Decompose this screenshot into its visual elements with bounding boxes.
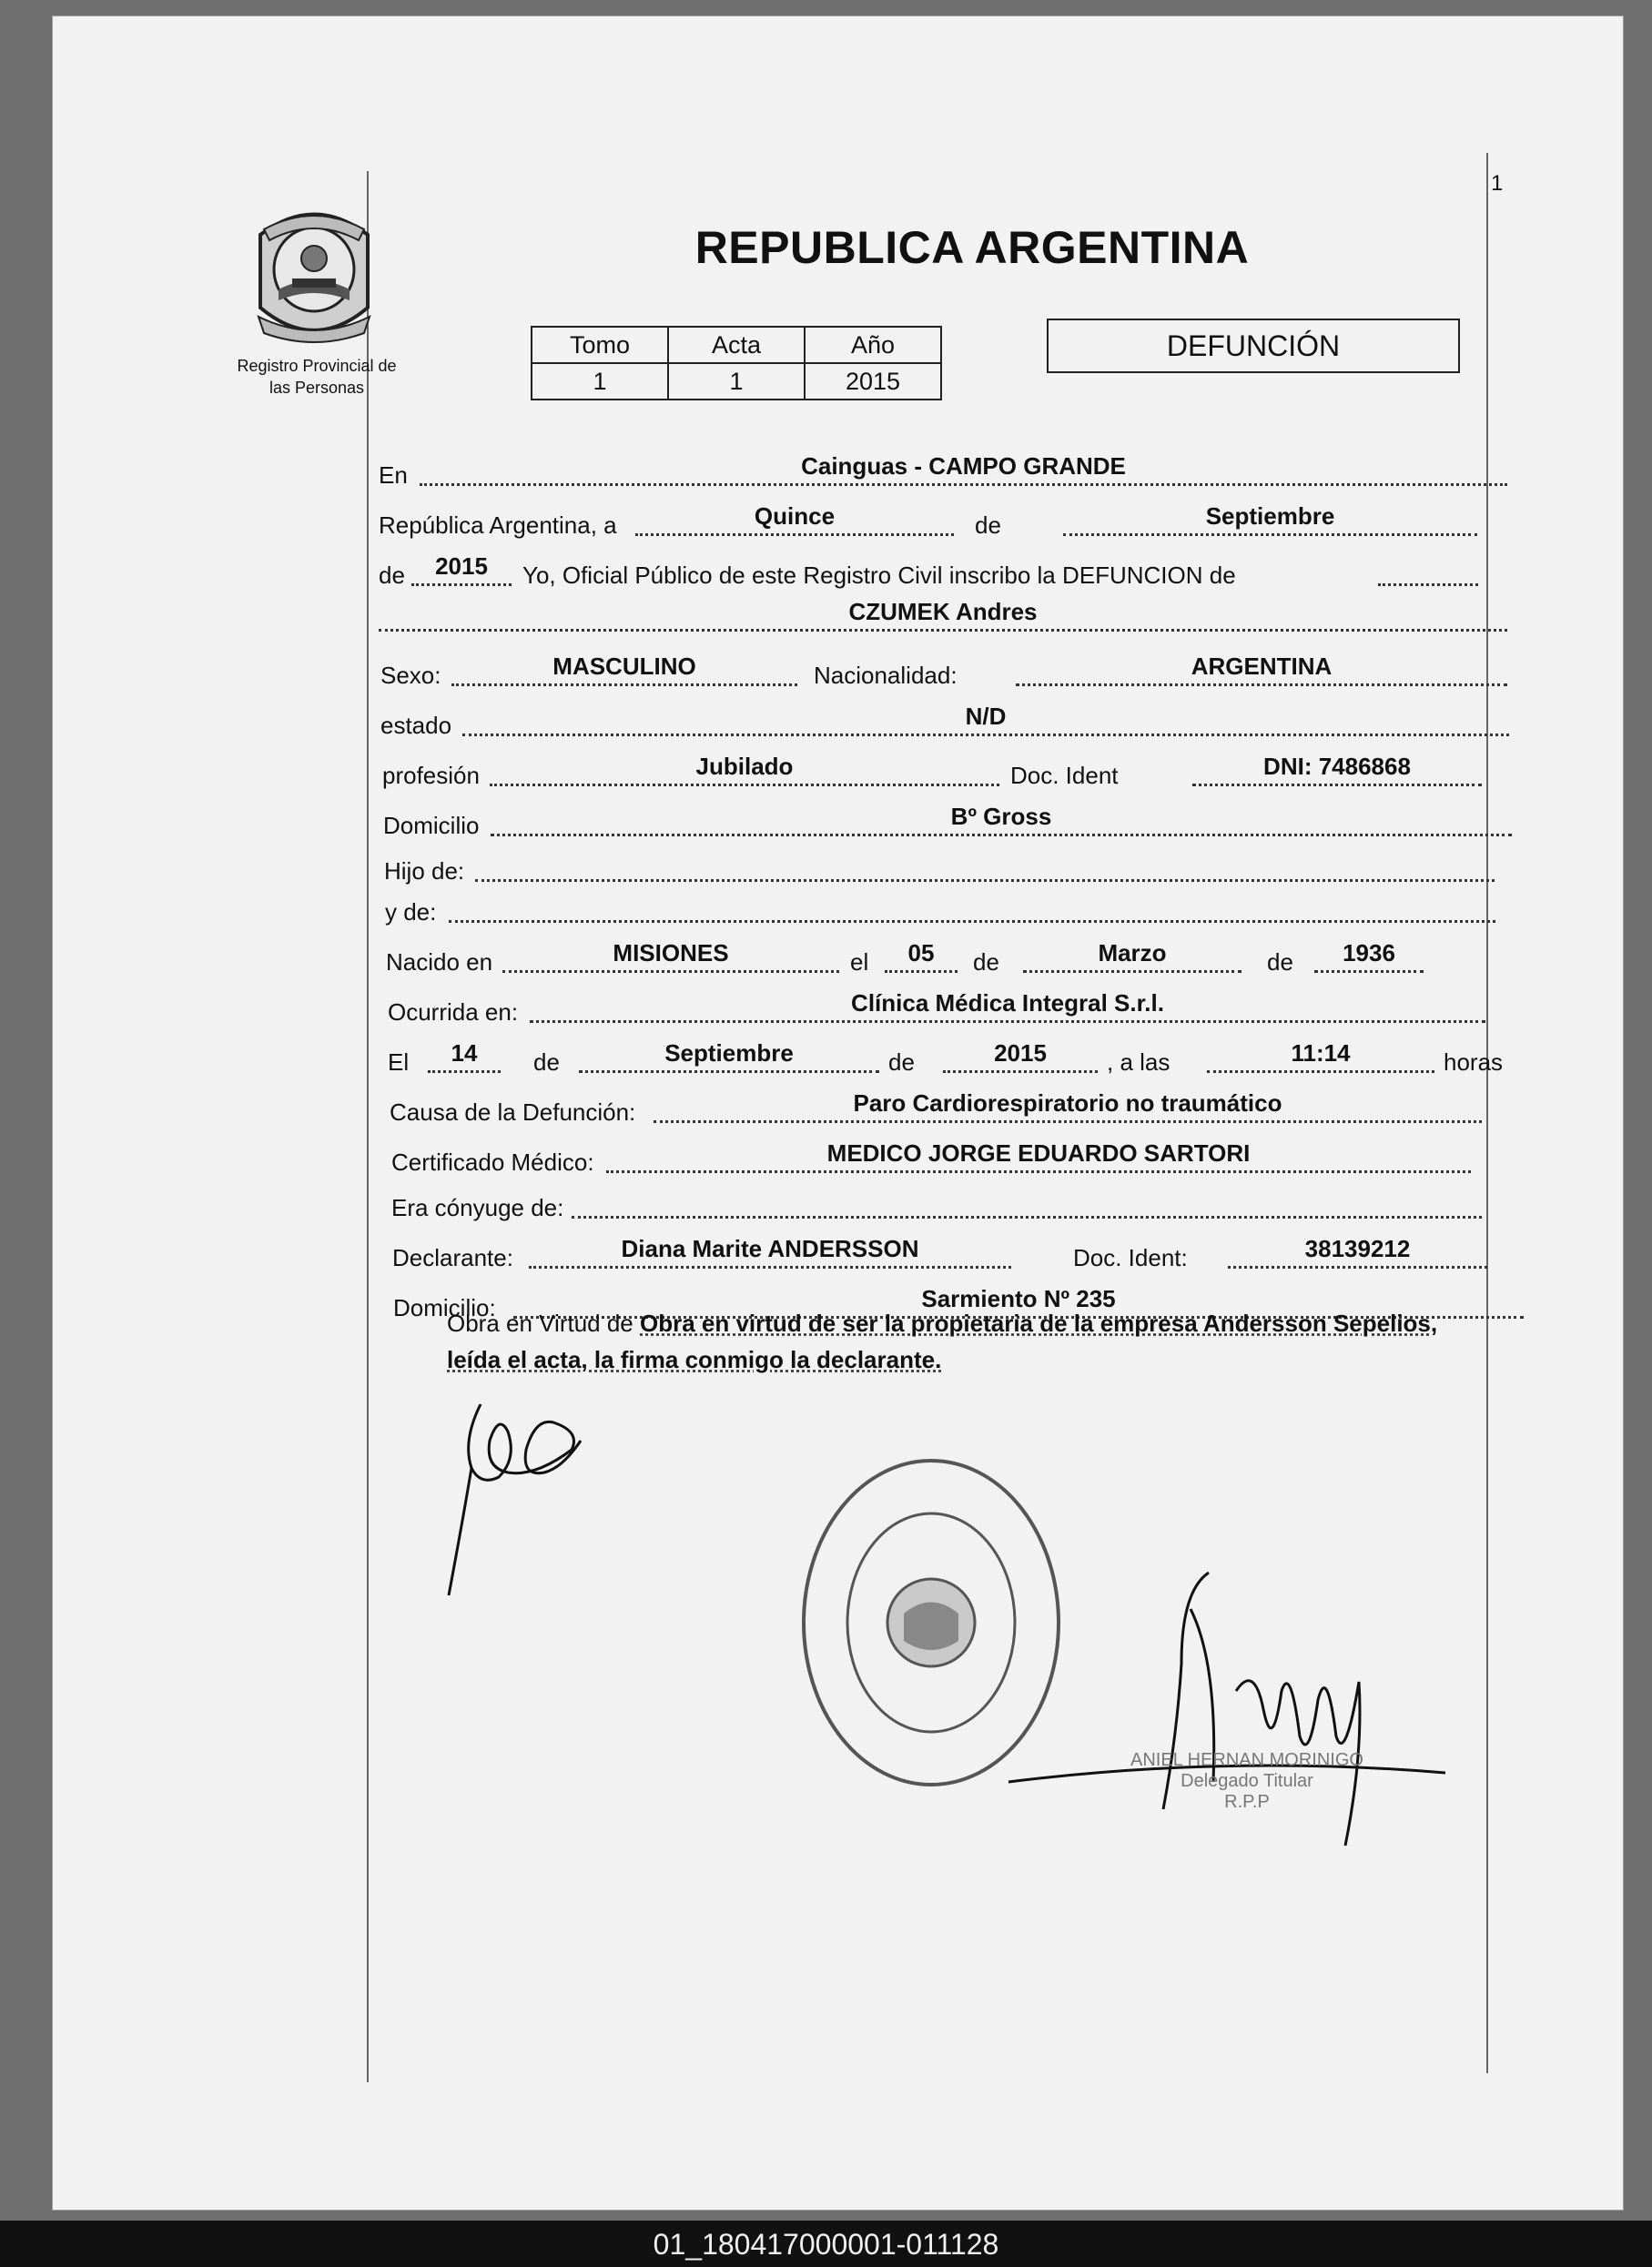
hijo-label: Hijo de: (384, 857, 465, 885)
doc-ident-value: DNI: 7486868 (1263, 753, 1411, 780)
row-conyuge (391, 1177, 1525, 1222)
conyuge-label: Era cónyuge de: (391, 1194, 564, 1221)
death-de2-label: de (888, 1048, 915, 1076)
footer-code: 01_180417000001-011128 (653, 2228, 999, 2261)
provincial-crest-icon (251, 198, 377, 344)
record-type-box: DEFUNCIÓN (1047, 319, 1460, 373)
row-profesion (382, 744, 1515, 790)
closing-statement (447, 1305, 1530, 1378)
estado-field (462, 703, 1509, 736)
estado-label: estado (380, 712, 452, 739)
a-las-label: , a las (1107, 1048, 1171, 1076)
row-domicilio (383, 794, 1516, 840)
en-label: En (379, 461, 408, 489)
domicilio-value: Bº Gross (950, 803, 1052, 830)
de-year-label: de (379, 562, 405, 589)
declarant-signature (444, 1386, 599, 1614)
death-time-value: 11:14 (1291, 1039, 1351, 1067)
death-year-value: 2015 (994, 1039, 1047, 1067)
document-title: REPUBLICA ARGENTINA (694, 222, 1250, 273)
profesion-label: profesión (382, 762, 480, 789)
ocurrida-label: Ocurrida en: (388, 998, 519, 1026)
official-stamp-name: ANIEL HERNAN MORINIGO (1130, 1750, 1363, 1770)
day-words-value: Quince (754, 502, 836, 530)
place-field (420, 452, 1507, 486)
document-page (53, 16, 1623, 2210)
obra-value-line2: leída el acta, la firma conmigo la declarante. (447, 1346, 942, 1373)
official-stamp-office: R.P.P (1224, 1792, 1270, 1812)
year-value: 2015 (435, 552, 488, 580)
nacionalidad-value: ARGENTINA (1191, 653, 1333, 680)
birth-year-field (1314, 939, 1424, 973)
anio-header: Año (805, 327, 941, 363)
official-stamp-title: Delegado Titular (1181, 1771, 1313, 1791)
registry-name-line1: Registro Provincial de (237, 357, 397, 375)
closing-line1 (447, 1305, 1530, 1341)
sexo-label: Sexo: (380, 662, 441, 689)
doc-ident-field (1192, 753, 1482, 786)
birth-month-value: Marzo (1098, 939, 1167, 967)
nacido-field (502, 939, 839, 973)
domicilio-label: Domicilio (383, 812, 480, 839)
profesion-field (490, 753, 999, 786)
conyuge-field (572, 1216, 1482, 1219)
birth-month-field (1023, 939, 1242, 973)
y-de-field (449, 920, 1495, 923)
obra-value-line1: Obra en virtud de ser la propietaria de la empresa Andersson Sepelios, (640, 1310, 1438, 1337)
row-causa (390, 1081, 1523, 1127)
certificado-label: Certificado Médico: (391, 1149, 594, 1176)
de-label: de (975, 511, 1001, 539)
birth-year-value: 1936 (1343, 939, 1395, 967)
ocurrida-value: Clínica Médica Integral S.r.l. (851, 989, 1164, 1017)
acta-header: Acta (668, 327, 805, 363)
domicilio-field (491, 803, 1512, 836)
left-margin-line (367, 171, 369, 2082)
sexo-value: MASCULINO (552, 653, 696, 680)
declarante-label: Declarante: (392, 1244, 513, 1271)
month-field (1063, 502, 1477, 536)
row-certificado (391, 1131, 1525, 1177)
decl-doc-label: Doc. Ident: (1073, 1244, 1188, 1271)
row-date (379, 494, 1512, 540)
birth-day-value: 05 (907, 939, 935, 967)
place-value: Cainguas - CAMPO GRANDE (801, 452, 1126, 480)
row-ocurrida (388, 981, 1521, 1027)
death-time-field (1207, 1039, 1434, 1073)
official-signature (999, 1554, 1454, 1864)
row-en (379, 444, 1512, 490)
row-hijo (384, 840, 1517, 886)
nacido-label: Nacido en (386, 948, 493, 976)
row-declarante (392, 1227, 1525, 1272)
nacionalidad-label: Nacionalidad: (814, 662, 958, 689)
death-year-field (943, 1039, 1098, 1073)
declarante-value: Diana Marite ANDERSSON (621, 1235, 919, 1262)
inscription-text: Yo, Oficial Público de este Registro Civil inscribo la DEFUNCION de (522, 562, 1236, 589)
row-deceased (379, 590, 1512, 635)
tomo-header: Tomo (532, 327, 668, 363)
deceased-name-value: CZUMEK Andres (848, 598, 1038, 625)
ocurrida-field (530, 989, 1485, 1023)
certificado-value: MEDICO JORGE EDUARDO SARTORI (826, 1139, 1251, 1167)
death-month-field (579, 1039, 879, 1073)
causa-label: Causa de la Defunción: (390, 1098, 636, 1126)
birth-de-label: de (973, 948, 999, 976)
official-stamp (1110, 1750, 1383, 1813)
closing-line2 (447, 1341, 1530, 1378)
deceased-name-field (379, 598, 1507, 632)
death-day-field (428, 1039, 501, 1073)
day-words-field (635, 502, 954, 536)
el2-label: El (388, 1048, 410, 1076)
birth-de2-label: de (1267, 948, 1293, 976)
estado-value: N/D (965, 703, 1007, 730)
month-value: Septiembre (1205, 502, 1335, 530)
decl-domicilio-label: Domicilio: (393, 1294, 496, 1321)
sexo-field (451, 653, 797, 686)
y-de-label: y de: (385, 898, 437, 926)
registry-name-line2: las Personas (269, 379, 365, 397)
decl-domicilio-value: Sarmiento Nº 235 (921, 1285, 1116, 1312)
row-sexo (379, 644, 1512, 690)
obra-label: Obra en Virtud de (447, 1310, 633, 1337)
tomo-value: 1 (532, 363, 668, 400)
decl-doc-value: 38139212 (1304, 1235, 1411, 1262)
footer-bar (0, 2221, 1652, 2267)
acta-value: 1 (668, 363, 805, 400)
row-estado (380, 694, 1514, 740)
decl-doc-field (1228, 1235, 1487, 1269)
nacionalidad-field (1016, 653, 1507, 686)
row-nacido (386, 931, 1519, 977)
row-year (379, 544, 1512, 590)
registry-name (212, 355, 421, 399)
causa-value: Paro Cardiorespiratorio no traumático (853, 1089, 1282, 1117)
inscription-blank (1378, 583, 1478, 586)
nacido-value: MISIONES (613, 939, 729, 967)
year-field (411, 552, 512, 586)
causa-field (654, 1089, 1482, 1123)
profesion-value: Jubilado (695, 753, 794, 780)
declarante-field (529, 1235, 1011, 1269)
registry-table (531, 326, 942, 400)
row-y-de (385, 881, 1518, 926)
el-label: el (850, 948, 869, 976)
row-death-date (388, 1031, 1521, 1077)
death-month-value: Septiembre (664, 1039, 794, 1067)
certificado-field (606, 1139, 1471, 1173)
republica-label: República Argentina, a (379, 511, 617, 539)
page-number: 1 (1491, 171, 1504, 196)
anio-value: 2015 (805, 363, 941, 400)
horas-label: horas (1444, 1048, 1504, 1076)
death-day-value: 14 (451, 1039, 478, 1067)
doc-ident-label: Doc. Ident (1010, 762, 1119, 789)
birth-day-field (885, 939, 958, 973)
death-de-label: de (533, 1048, 560, 1076)
